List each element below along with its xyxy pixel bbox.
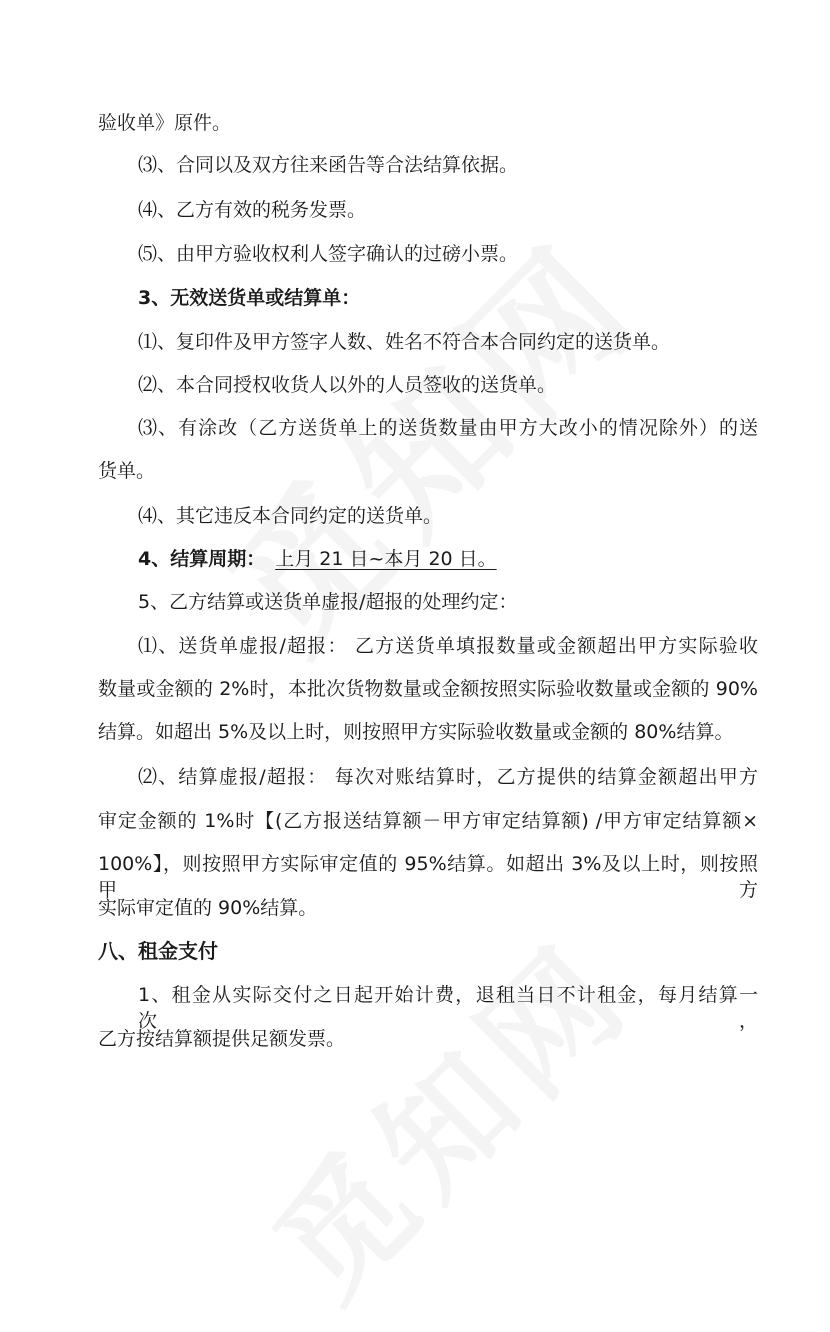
list-item: ⑶、有涂改（乙方送货单上的送货数量由甲方大改小的情况除外）的送 bbox=[138, 417, 758, 439]
paragraph-line: 验收单》原件。 bbox=[98, 112, 232, 134]
paragraph-line: 结算。如超出 5%及以上时，则按照甲方实际验收数量或金额的 80%结算。 bbox=[98, 721, 734, 743]
list-item: ⑶、合同以及双方往来函告等合法结算依据。 bbox=[138, 154, 519, 176]
settlement-period-value: 上月 21 日~本月 20 日。 bbox=[275, 548, 497, 570]
settlement-period bbox=[138, 546, 758, 572]
settlement-period-label: 4、结算周期： bbox=[138, 548, 266, 570]
paragraph-line: 审定金额的 1%时【(乙方报送结算额－甲方审定结算额) /甲方审定结算额× bbox=[98, 810, 758, 832]
paragraph-line: 1、租金从实际交付之日起开始计费，退租当日不计租金，每月结算一次， bbox=[138, 984, 758, 1032]
list-item: ⑴、送货单虚报/超报： 乙方送货单填报数量或金额超出甲方实际验收 bbox=[138, 635, 758, 657]
paragraph-line: 数量或金额的 2%时，本批次货物数量或金额按照实际验收数量或金额的 90% bbox=[98, 678, 758, 700]
section-subheading: 5、乙方结算或送货单虚报/超报的处理约定： bbox=[138, 591, 518, 613]
paragraph-line: 货单。 bbox=[98, 460, 156, 482]
section-heading: 八、租金支付 bbox=[98, 939, 218, 963]
list-item: ⑷、乙方有效的税务发票。 bbox=[138, 199, 367, 221]
list-item: ⑵、本合同授权收货人以外的人员签收的送货单。 bbox=[138, 374, 557, 396]
paragraph-line: 100%】，则按照甲方实际审定值的 95%结算。如超出 3%及以上时，则按照甲方 bbox=[98, 853, 758, 901]
list-item: ⑷、其它违反本合同约定的送货单。 bbox=[138, 505, 443, 527]
paragraph-line: 实际审定值的 90%结算。 bbox=[98, 897, 318, 919]
section-subheading: 3、无效送货单或结算单： bbox=[138, 287, 361, 309]
list-item: ⑸、由甲方验收权利人签字确认的过磅小票。 bbox=[138, 243, 519, 265]
paragraph-line: 乙方按结算额提供足额发票。 bbox=[98, 1028, 346, 1050]
list-item: ⑵、结算虚报/超报： 每次对账结算时，乙方提供的结算金额超出甲方 bbox=[138, 766, 758, 788]
list-item: ⑴、复印件及甲方签字人数、姓名不符合本合同约定的送货单。 bbox=[138, 331, 671, 353]
